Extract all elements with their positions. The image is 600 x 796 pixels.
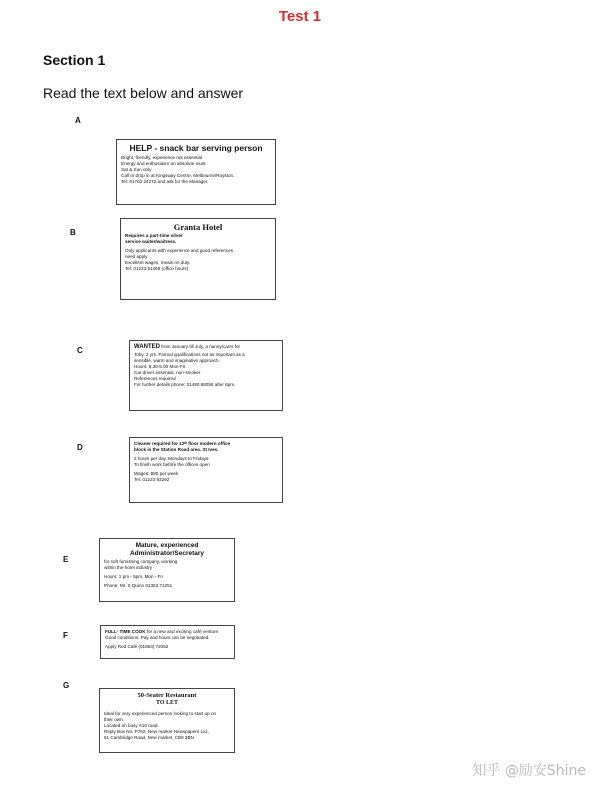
ad-c-first-line: [134, 344, 278, 352]
ad-e-heading: Administrator/Secretary: [129, 550, 205, 558]
ad-g-line: 51 Cambridge Road, New market, CB8 3BN: [104, 735, 194, 741]
ad-d-bold-line: block in the Station Road area. St Ives.: [134, 446, 219, 452]
ad-c-line: sensible, warm and imaginative approach.: [134, 357, 220, 363]
ad-c-line: References required: [134, 375, 176, 381]
ad-b-line: Excellent wages, meals on duty.: [125, 259, 191, 265]
ad-e-line: for soft furnishing company, working: [104, 558, 178, 564]
ad-d-line: To finish work before the offices open: [134, 461, 210, 467]
ad-b-line: Tel: 01223 51468 (office hours): [125, 265, 189, 271]
ad-b: [120, 218, 276, 300]
ad-b-heading: Granta Hotel: [173, 222, 223, 232]
ad-letter-d: D: [77, 443, 83, 452]
ad-g-heading: TO LET: [155, 700, 179, 707]
ad-g-line: their own.: [104, 717, 124, 723]
ad-b-line: Only applicants with experience and good references: [125, 247, 234, 253]
ad-letter-f: F: [63, 631, 68, 640]
ad-b-bold-line: service waiter/waitress.: [125, 239, 177, 245]
ad-a-heading: HELP - snack bar serving person: [129, 143, 263, 153]
ad-e-line: within the hotel industry: [104, 564, 153, 570]
ad-g: [99, 688, 235, 753]
ad-g-line: Reply Box No. P762, New market Newspapers Ltd.,: [104, 729, 210, 735]
instruction-text: Read the text below and answer: [43, 85, 244, 101]
ad-g-line: Located on busy A10 road.: [104, 723, 159, 729]
ad-c-first-line-rest: from January till July, a nanny/carer for: [160, 344, 241, 349]
ad-d-line: Wages: $80 per week: [134, 470, 179, 476]
ad-e-heading: Mature, experienced: [135, 542, 199, 549]
ad-letter-b: B: [70, 228, 76, 237]
ad-c-bold-word: WANTED: [134, 344, 160, 350]
ad-letter-a: A: [75, 116, 81, 125]
section-heading: Section 1: [43, 52, 106, 68]
ad-b-line: need apply.: [125, 253, 149, 259]
ad-b-bold-line: Requires a part-time silver: [125, 233, 183, 239]
ad-a-line: Tel: 01763 24272 and ask for the Manager.: [121, 178, 209, 184]
ad-f-bold-word: FULL- TIME COOK: [105, 629, 146, 634]
ad-a: [116, 139, 276, 205]
ad-g-heading: 50-Seater Restaurant: [137, 692, 197, 699]
ad-a-line: Call or drop in at Kingsway Centre, Melbourne/Royston.: [121, 172, 235, 178]
page-title: Test 1: [278, 8, 322, 25]
ad-c-line: Hours: 8.30-5.00 Mon-Fri: [134, 363, 186, 369]
ad-letter-e: E: [63, 555, 69, 564]
ad-letter-g: G: [63, 681, 70, 690]
ad-a-line: Bright, friendly, experience not essential: [121, 155, 203, 161]
ad-d-bold-line: Cleaner required for 12ᵗʰ floor modern office: [134, 441, 231, 446]
ad-c: [129, 340, 283, 411]
ad-f-first-line-rest: for a new and exciting café venture.: [145, 629, 220, 634]
ad-d-line: 2 hours per day. Mondays to Fridays-: [134, 455, 210, 461]
ad-a-line: Energy and enthusiasm an absolute must: [121, 161, 206, 167]
ad-c-line: Toby, 2 yrs. Formal qualifications not as important as a: [134, 351, 245, 357]
ad-e-line: Phone: Mr. S Quinn 01353 71251: [104, 582, 173, 588]
ad-f: [100, 625, 235, 659]
ad-g-line: Ideal for very experienced person looking to start up on: [104, 711, 217, 717]
ad-e-line: Hours: 1 pm - 5pm, Mon - Fri: [104, 573, 163, 579]
ad-e: [99, 538, 235, 602]
ad-c-line: For further details phone: 01480 88056 after 6pm.: [134, 381, 236, 387]
ad-letter-c: C: [77, 346, 83, 355]
ad-a-line: Sat & Sun only: [121, 166, 152, 172]
watermark: 知乎 @励安Shine: [472, 763, 586, 779]
ad-d-line: Tel: 01223 93292: [134, 476, 170, 482]
ad-c-line: Car driver essential, non-smoker: [134, 369, 201, 375]
ad-f-line: Good conditions. Pay and hours can be negotiated.: [105, 634, 210, 640]
ad-f-line: Apply Red Café (01863) 72052: [105, 643, 169, 649]
ad-d: [129, 437, 283, 503]
